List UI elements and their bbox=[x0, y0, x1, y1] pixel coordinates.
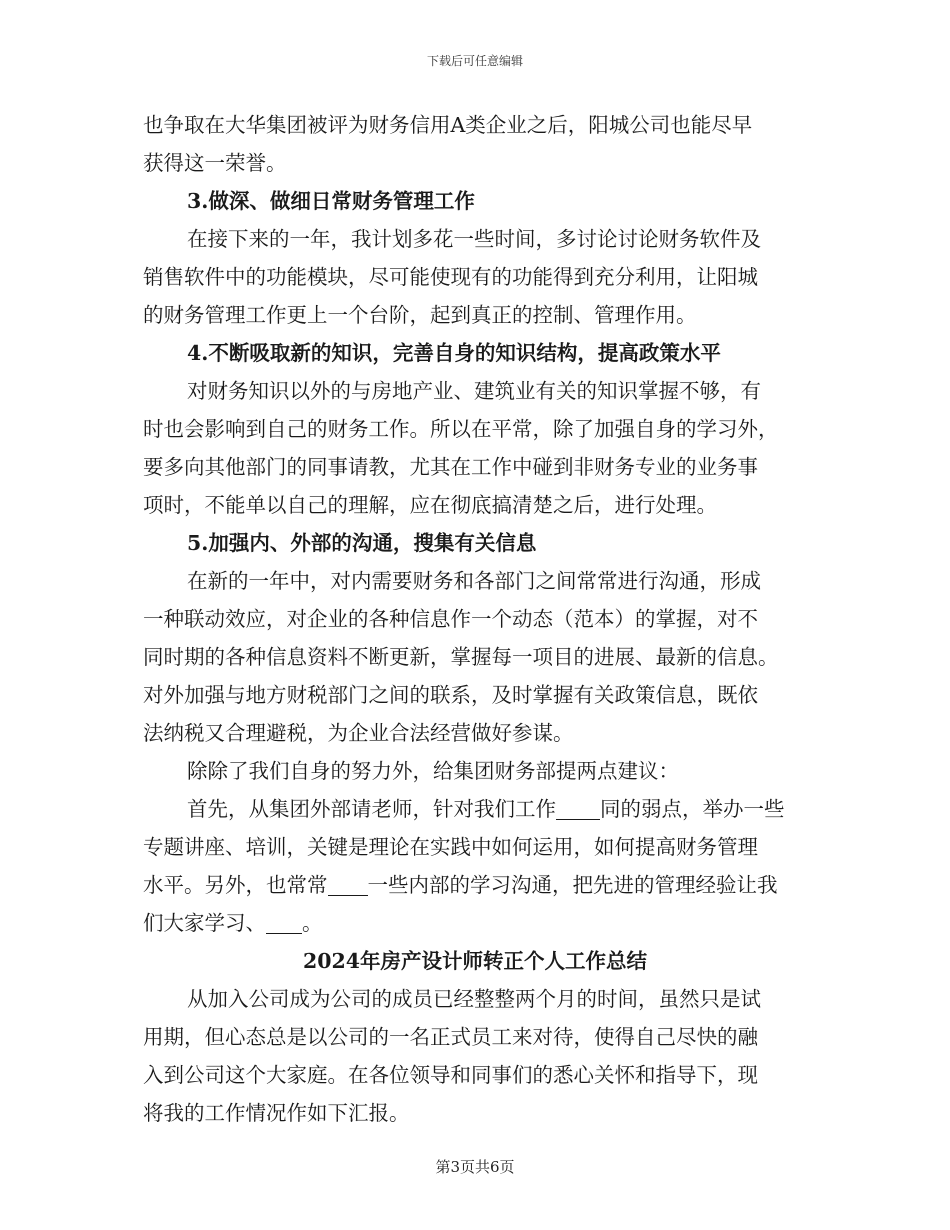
body-line: 法纳税又合理避税，为企业合法经营做好参谋。 bbox=[143, 721, 574, 745]
paragraph-first-line: 从加入公司成为公司的成员已经整整两个月的时间，虽然只是试 bbox=[187, 987, 761, 1011]
document-body bbox=[143, 106, 807, 1132]
text-segment: 一些内部的学习沟通，把先进的管理经验让我 bbox=[367, 873, 778, 897]
text-segment: 。 bbox=[302, 911, 323, 935]
paragraph-first-line bbox=[143, 790, 807, 828]
section-heading: 3.做深、做细日常财务管理工作 bbox=[187, 189, 475, 213]
body-line: 获得这一荣誉。 bbox=[143, 151, 287, 175]
body-line: 也争取在大华集团被评为财务信用A类企业之后，阳城公司也能尽早 bbox=[143, 113, 753, 137]
text-segment: 首先，从集团外部请老师，针对我们工作 bbox=[187, 797, 556, 821]
body-line: 一种联动效应，对企业的各种信息作一个动态（范本）的掌握，对不 bbox=[143, 607, 758, 631]
body-line: 对外加强与地方财税部门之间的联系，及时掌握有关政策信息，既依 bbox=[143, 683, 758, 707]
body-line: 将我的工作情况作如下汇报。 bbox=[143, 1101, 410, 1125]
fill-in-blank bbox=[556, 797, 600, 820]
body-line: 项时，不能单以自己的理解，应在彻底搞清楚之后，进行处理。 bbox=[143, 493, 717, 517]
body-line bbox=[143, 904, 807, 942]
text-segment: 同的弱点，举办一些 bbox=[600, 797, 785, 821]
body-line: 要多向其他部门的同事请教，尤其在工作中碰到非财务专业的业务事 bbox=[143, 455, 758, 479]
paragraph-first-line: 在接下来的一年，我计划多花一些时间，多讨论讨论财务软件及 bbox=[187, 227, 761, 251]
page-number: 第3页共6页 bbox=[435, 1158, 515, 1176]
section-heading: 5.加强内、外部的沟通，搜集有关信息 bbox=[187, 531, 537, 555]
fill-in-blank bbox=[328, 873, 368, 896]
paragraph-first-line: 对财务知识以外的与房地产业、建筑业有关的知识掌握不够，有 bbox=[187, 379, 761, 403]
body-line: 的财务管理工作更上一个台阶，起到真正的控制、管理作用。 bbox=[143, 303, 697, 327]
body-line: 入到公司这个大家庭。在各位领导和同事们的悉心关怀和指导下，现 bbox=[143, 1063, 758, 1087]
body-line: 用期，但心态总是以公司的一名正式员工来对待，使得自己尽快的融 bbox=[143, 1025, 758, 1049]
page-header: 下载后可任意编辑 bbox=[426, 54, 523, 68]
paragraph-first-line: 在新的一年中，对内需要财务和各部门之间常常进行沟通，形成 bbox=[187, 569, 761, 593]
body-line: 销售软件中的功能模块，尽可能使现有的功能得到充分利用，让阳城 bbox=[143, 265, 758, 289]
text-segment: 们大家学习、 bbox=[143, 911, 266, 935]
fill-in-blank bbox=[266, 911, 302, 934]
paragraph-first-line: 除除了我们自身的努力外，给集团财务部提两点建议： bbox=[187, 759, 679, 783]
body-line: 时也会影响到自己的财务工作。所以在平常，除了加强自身的学习外， bbox=[143, 417, 779, 441]
body-line: 同时期的各种信息资料不断更新，掌握每一项目的进展、最新的信息。 bbox=[143, 645, 779, 669]
body-line: 专题讲座、培训，关键是理论在实践中如何运用，如何提高财务管理 bbox=[143, 835, 758, 859]
section-heading: 4.不断吸取新的知识，完善自身的知识结构，提高政策水平 bbox=[187, 341, 721, 365]
body-line bbox=[143, 866, 807, 904]
article-title: 2024年房产设计师转正个人工作总结 bbox=[302, 949, 648, 973]
text-segment: 水平。另外，也常常 bbox=[143, 873, 328, 897]
